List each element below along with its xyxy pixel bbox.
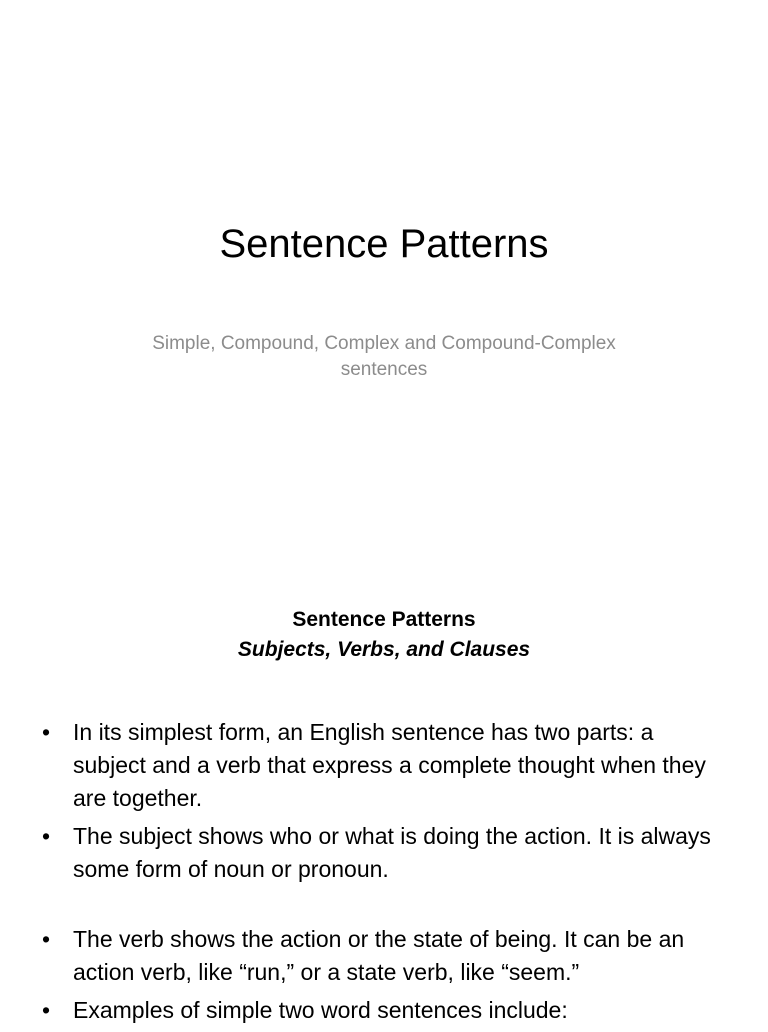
bullet-item bbox=[40, 716, 730, 815]
bullet-list bbox=[40, 716, 730, 1032]
bullet-icon: • bbox=[42, 997, 51, 1023]
bullet-text: The verb shows the action or the state of being. It can be an action verb, like “run,” or a state verb, like “seem.” bbox=[73, 926, 685, 985]
bullet-item bbox=[40, 923, 730, 989]
bullet-icon: • bbox=[42, 926, 51, 952]
content-heading-subtitle: Subjects, Verbs, and Clauses bbox=[237, 638, 531, 661]
bullet-item bbox=[40, 994, 730, 1027]
bullet-text: Examples of simple two word sentences include: bbox=[73, 997, 568, 1023]
slide-subtitle: Simple, Compound, Complex and Compound-Complex sentences bbox=[152, 333, 616, 380]
bullet-icon: • bbox=[42, 823, 51, 849]
content-heading-title: Sentence Patterns bbox=[292, 608, 476, 631]
bullet-text: In its simplest form, an English sentence has two parts: a subject and a verb that express a complete thought when they are together. bbox=[73, 719, 706, 811]
bullet-text: The subject shows who or what is doing the action. It is always some form of noun or pronoun. bbox=[73, 823, 711, 882]
slide-title: Sentence Patterns bbox=[219, 222, 549, 266]
bullet-icon: • bbox=[42, 719, 51, 745]
bullet-item bbox=[40, 820, 730, 886]
content-heading bbox=[0, 605, 768, 665]
